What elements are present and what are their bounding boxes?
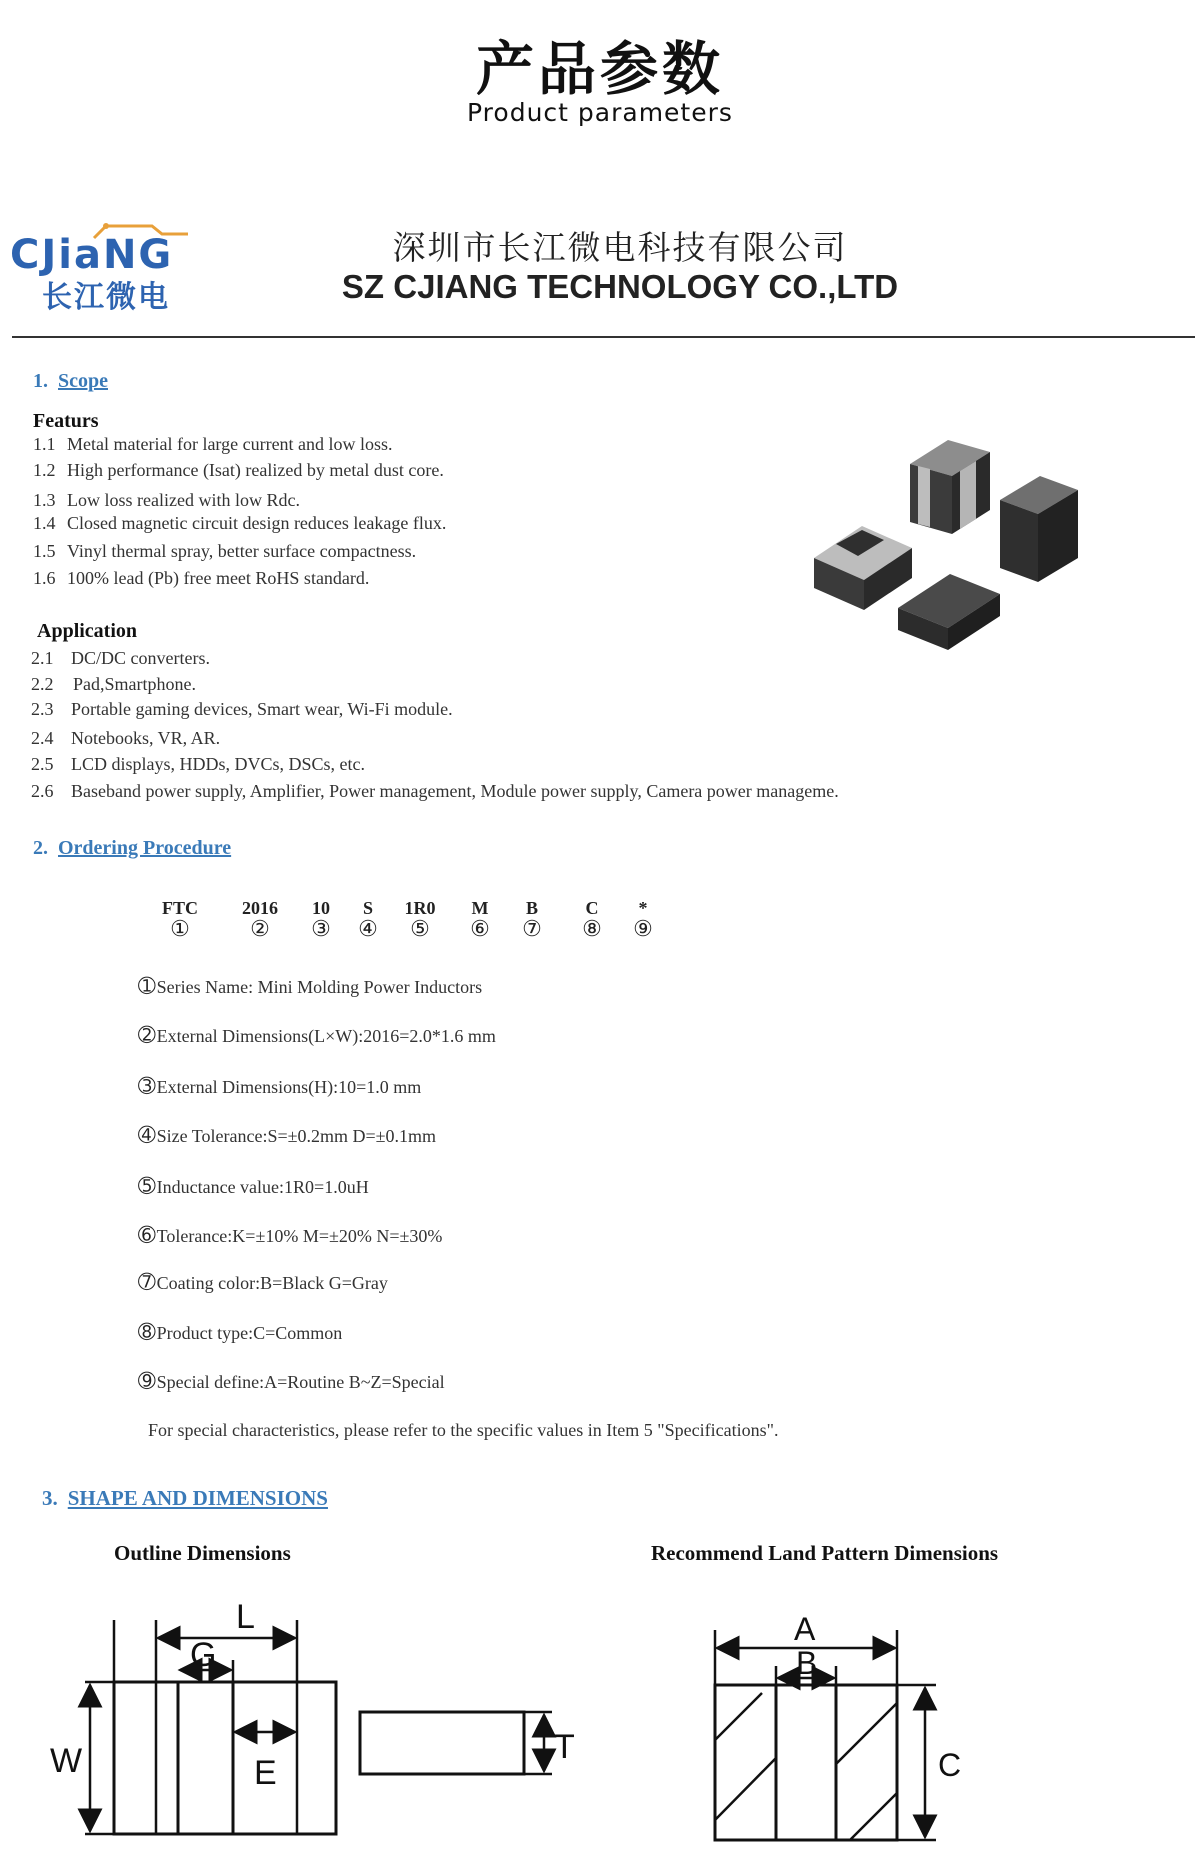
list-item: 2.1 DC/DC converters.: [31, 648, 210, 668]
code-circle: ⑤: [410, 916, 430, 941]
list-item: 2.5 LCD displays, HDDs, DVCs, DSCs, etc.: [31, 754, 366, 774]
section-number: 3.: [42, 1486, 58, 1510]
list-item: ➄Inductance value:1R0=1.0uH: [138, 1174, 369, 1198]
list-item: 1.3 Low loss realized with low Rdc.: [33, 490, 300, 510]
logo-circuit-graphic: [92, 222, 192, 242]
section-label: SHAPE AND DIMENSIONS: [67, 1486, 328, 1510]
land-pattern-title: Recommend Land Pattern Dimensions: [651, 1541, 999, 1565]
page-subtitle: Product parameters: [467, 98, 733, 127]
list-item: 2.4 Notebooks, VR, AR.: [31, 728, 221, 748]
dimension-label-b: B: [796, 1645, 818, 1681]
code-part: C: [585, 898, 599, 918]
company-name-cn: 深圳市长江微电科技有限公司: [392, 228, 848, 267]
inductor-icon: [814, 526, 912, 610]
order-code-row: [0, 898, 1200, 948]
outline-dimensions-diagram: [40, 1590, 600, 1860]
section-ordering-heading: [33, 837, 231, 860]
code-part: *: [638, 898, 648, 918]
code-part: 2016: [242, 898, 278, 918]
section-shape-heading: [42, 1486, 328, 1511]
code-circle: ④: [358, 916, 378, 941]
dimension-label-e: E: [254, 1754, 277, 1792]
code-circle: ⑨: [633, 916, 653, 941]
list-item: 1.4 Closed magnetic circuit design reduces leakage flux.: [33, 513, 447, 533]
application-heading: Application: [37, 620, 138, 642]
code-part: FTC: [162, 898, 198, 918]
list-item: ➀Series Name: Mini Molding Power Inductors: [138, 974, 483, 998]
company-name-en: SZ CJIANG TECHNOLOGY CO.,LTD: [341, 268, 899, 305]
code-circle: ⑥: [470, 916, 490, 941]
list-item: 1.1 Metal material for large current and low loss.: [33, 434, 393, 454]
code-circle: ②: [250, 916, 270, 941]
code-circle: ③: [311, 916, 331, 941]
code-circle: ①: [170, 916, 190, 941]
dimension-label-a: A: [794, 1611, 816, 1647]
list-item: ➅Tolerance:K=±10% M=±20% N=±30%: [138, 1223, 443, 1247]
section-scope-heading: [33, 370, 108, 393]
list-item: ➁External Dimensions(L×W):2016=2.0*1.6 mm: [138, 1023, 496, 1047]
dimension-label-g: G: [190, 1636, 217, 1674]
dimension-label-l: L: [236, 1598, 255, 1636]
company-logo-cn: 长江微电: [42, 280, 170, 315]
inductor-icon: [898, 574, 1000, 650]
list-item: 1.5 Vinyl thermal spray, better surface compactness.: [33, 541, 417, 561]
list-item: ➆Coating color:B=Black G=Gray: [138, 1270, 388, 1294]
inductor-icon: [1000, 476, 1078, 582]
list-item: 2.2 Pad,Smartphone.: [31, 674, 196, 694]
features-heading: Featurs: [33, 410, 99, 432]
section-label: Ordering Procedure: [58, 837, 232, 859]
code-part: M: [471, 898, 489, 918]
list-item: ➇Product type:C=Common: [138, 1320, 343, 1344]
page-title: 产品参数: [475, 35, 724, 103]
code-circle: ⑦: [522, 916, 542, 941]
code-part: 1R0: [404, 898, 436, 918]
section-number: 1.: [33, 370, 48, 392]
land-pattern-diagram: [700, 1590, 1000, 1860]
company-logo: CJiaNG: [10, 232, 174, 278]
inductor-icon: [910, 440, 990, 534]
code-part: S: [362, 898, 373, 918]
code-circle: ⑧: [582, 916, 602, 941]
product-image: [800, 430, 1100, 660]
section-label: Scope: [58, 370, 108, 392]
code-part: 10: [312, 898, 330, 918]
code-part: B: [525, 898, 538, 918]
dimension-label-t: T: [554, 1728, 575, 1766]
list-item: 1.2 High performance (Isat) realized by metal dust core.: [33, 460, 444, 480]
list-item: ➂External Dimensions(H):10=1.0 mm: [138, 1074, 422, 1098]
dimension-label-c: C: [938, 1747, 962, 1783]
list-item: 1.6 100% lead (Pb) free meet RoHS standard.: [33, 568, 370, 588]
dimension-label-w: W: [50, 1742, 83, 1780]
outline-dimensions-title: Outline Dimensions: [114, 1541, 291, 1565]
section-number: 2.: [33, 837, 48, 859]
list-item: ➈Special define:A=Routine B~Z=Special: [138, 1369, 445, 1393]
ordering-note: For special characteristics, please refer to the specific values in Item 5 "Specifications".: [148, 1420, 779, 1440]
list-item: 2.3 Portable gaming devices, Smart wear, Wi-Fi module.: [31, 699, 453, 719]
header-divider: [12, 336, 1195, 338]
list-item: 2.6 Baseband power supply, Amplifier, Power management, Module power supply, Camera power manageme.: [31, 781, 839, 801]
list-item: ➃Size Tolerance:S=±0.2mm D=±0.1mm: [138, 1123, 437, 1147]
